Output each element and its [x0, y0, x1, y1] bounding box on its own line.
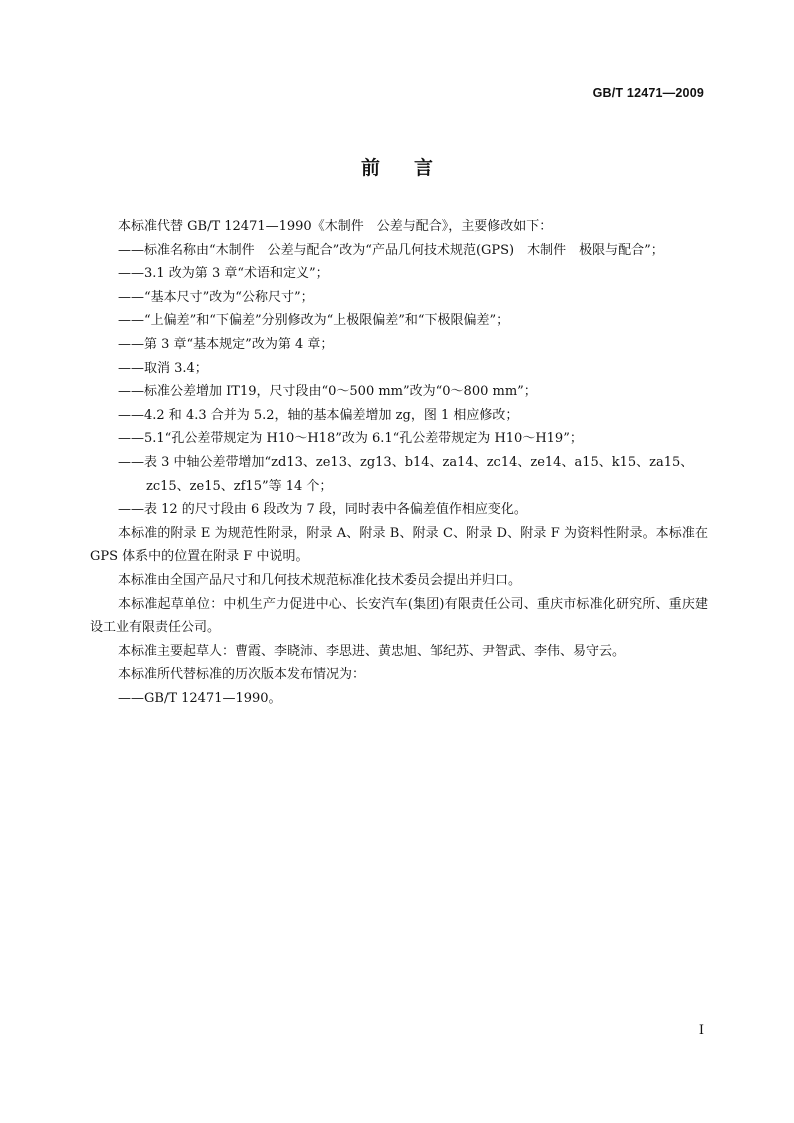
page-number: I [698, 1023, 704, 1038]
drafters-paragraph: 本标准主要起草人：曹霞、李晓沛、李思进、黄忠旭、邹纪苏、尹智武、李伟、易守云。 [118, 643, 626, 659]
change-item: ——5.1“孔公差带规定为 H10～H18”改为 6.1“孔公差带规定为 H10～H19”； [118, 431, 583, 447]
preface-body [90, 215, 708, 710]
proposer-paragraph: 本标准由全国产品尺寸和几何技术规范标准化技术委员会提出并归口。 [118, 572, 522, 588]
change-item: ——表 12 的尺寸段由 6 段改为 7 段，同时表中各偏差值作相应变化。 [118, 502, 527, 518]
change-item: ——标准名称由“木制件 公差与配合”改为“产品几何技术规范(GPS) 木制件 极限与配合”； [118, 242, 664, 258]
history-item: ——GB/T 12471—1990。 [118, 690, 282, 706]
change-item: ——第 3 章“基本规定”改为第 4 章； [118, 336, 334, 352]
annex-paragraph: 本标准的附录 E 为规范性附录，附录 A、附录 B、附录 C、附录 D、附录 F 为资料性附录。本标准在 GPS 体系中的位置在附录 F 中说明。 [90, 525, 708, 565]
change-item: ——标准公差增加 IT19，尺寸段由“0～500 mm”改为“0～800 mm”； [118, 384, 537, 400]
history-paragraph: 本标准所代替标准的历次版本发布情况为： [118, 667, 366, 683]
change-item: ——3.1 改为第 3 章“术语和定义”； [118, 266, 329, 282]
intro-paragraph: 本标准代替 GB/T 12471—1990《木制件 公差与配合》，主要修改如下： [118, 219, 553, 234]
change-item: ——“上偏差”和“下偏差”分别修改为“上极限偏差”和“下极限偏差”； [118, 313, 510, 329]
drafting-units-paragraph: 本标准起草单位：中机生产力促进中心、长安汽车(集团)有限责任公司、重庆市标准化研究所、重庆建设工业有限责任公司。 [90, 596, 708, 636]
standard-number-header: GB/T 12471—2009 [592, 86, 704, 100]
change-item: ——“基本尺寸”改为“公称尺寸”； [118, 289, 314, 305]
change-item: ——4.2 和 4.3 合并为 5.2，轴的基本偏差增加 zg，图 1 相应修改； [118, 407, 519, 423]
change-item: ——表 3 中轴公差带增加“zd13、ze13、zg13、b14、za14、zc14、ze14、a15、k15、za15、zc15、ze15、zf15”等 14 个； [118, 454, 694, 494]
change-item: ——取消 3.4； [118, 360, 208, 376]
page-title: 前言 [360, 157, 467, 179]
